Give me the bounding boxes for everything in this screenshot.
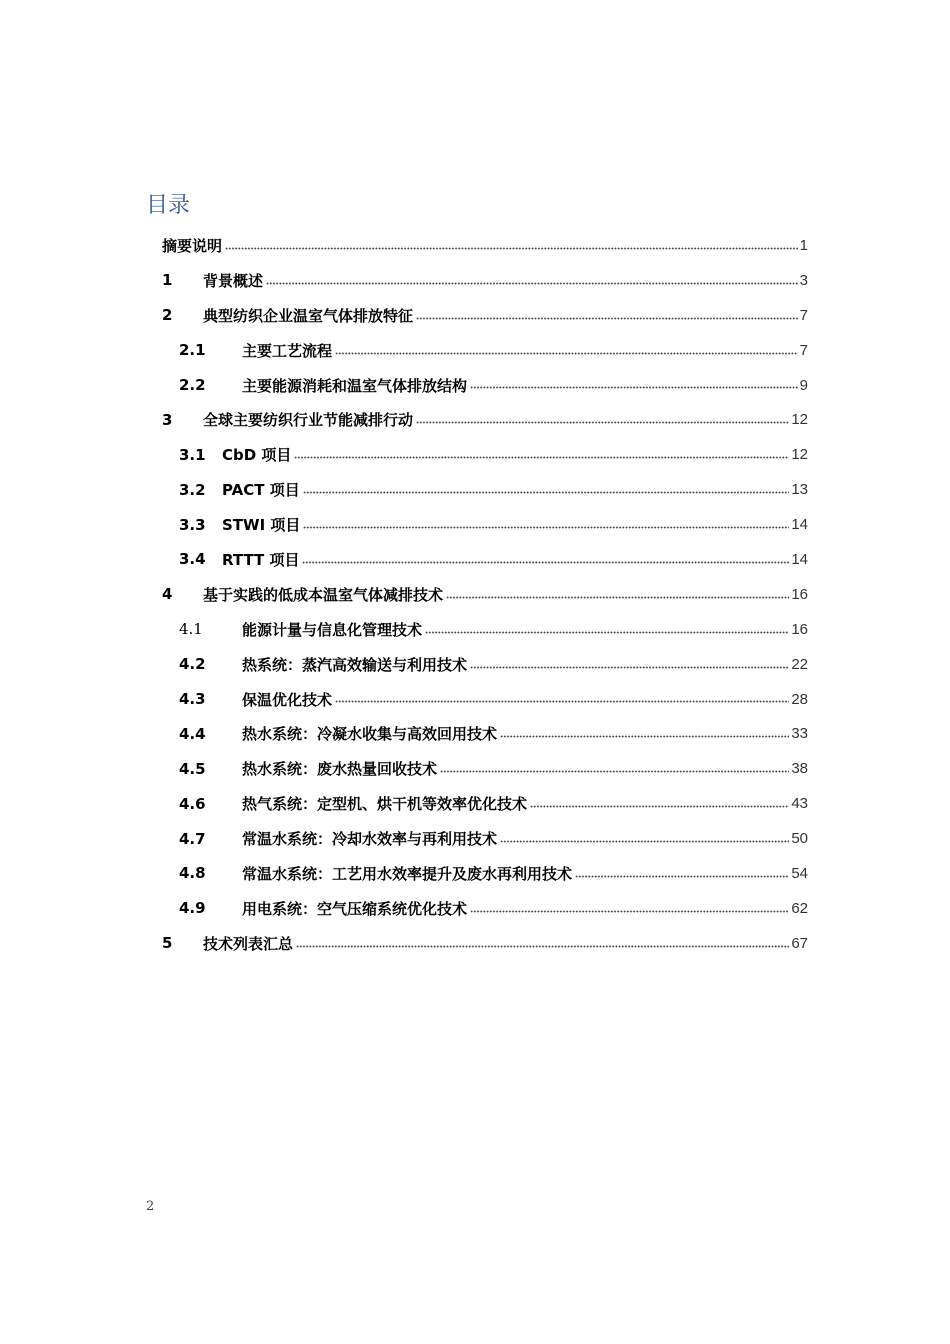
toc-entry[interactable] xyxy=(162,542,808,577)
toc-entry[interactable] xyxy=(162,402,808,437)
toc-entry-title: 热水系统：冷凝水收集与高效回用技术 xyxy=(242,725,498,744)
toc-entry[interactable] xyxy=(162,647,808,682)
toc-entry-title: STWI 项目 xyxy=(222,516,301,535)
dot-leader xyxy=(335,348,798,358)
toc-entry-number: 1 xyxy=(162,271,173,290)
dot-leader xyxy=(440,767,789,777)
toc-entry-page: 3 xyxy=(799,271,808,289)
toc-entry-title: 热系统：蒸汽高效输送与利用技术 xyxy=(242,655,468,674)
toc-entry[interactable] xyxy=(162,926,808,961)
toc-entry-page: 9 xyxy=(799,376,808,394)
toc-entry[interactable] xyxy=(162,786,808,821)
toc-entry-page: 50 xyxy=(791,830,808,848)
toc-entry[interactable] xyxy=(162,368,808,403)
dot-leader xyxy=(416,313,798,323)
toc-entry-page: 28 xyxy=(791,690,808,708)
toc-entry-number: 3.1 xyxy=(179,445,206,464)
toc-entry-title: 常温水系统：工艺用水效率提升及废水再利用技术 xyxy=(242,864,573,883)
toc-entry-page: 54 xyxy=(791,864,808,882)
toc-entry-number: 4.9 xyxy=(179,899,206,918)
toc-entry-page: 12 xyxy=(791,446,808,464)
toc-entry-number: 4.5 xyxy=(179,759,206,778)
toc-entry[interactable] xyxy=(162,263,808,298)
toc-entry-number: 3.4 xyxy=(179,550,206,569)
toc-entry-page: 14 xyxy=(791,516,808,534)
toc-entry-title: CbD 项目 xyxy=(222,446,292,465)
toc-entry-page: 1 xyxy=(799,236,808,254)
toc-entry-number: 5 xyxy=(162,934,173,953)
toc-entry-title: 摘要说明 xyxy=(162,236,223,255)
toc-entry-title: 常温水系统：冷却水效率与再利用技术 xyxy=(242,830,498,849)
dot-leader xyxy=(266,278,798,288)
toc-entry[interactable] xyxy=(162,437,808,472)
toc-entry-page: 12 xyxy=(791,411,808,429)
dot-leader xyxy=(425,627,789,637)
toc-entry-title: 技术列表汇总 xyxy=(203,934,294,953)
toc-entry-number: 2.2 xyxy=(179,376,206,394)
toc-entry[interactable] xyxy=(162,891,808,926)
toc-entry-title: 背景概述 xyxy=(203,271,264,290)
dot-leader xyxy=(470,662,789,672)
toc-entry-page: 43 xyxy=(791,795,808,813)
dot-leader xyxy=(303,523,789,533)
toc-entry-title: 典型纺织企业温室气体排放特征 xyxy=(203,306,414,325)
toc-heading: 目录 xyxy=(146,193,191,218)
toc-entry[interactable] xyxy=(162,716,808,751)
toc-entry-page: 22 xyxy=(791,655,808,673)
dot-leader xyxy=(446,592,789,602)
toc-entry[interactable] xyxy=(162,682,808,717)
dot-leader xyxy=(416,418,789,428)
toc-entry-number: 4 xyxy=(162,585,173,604)
page-number: 2 xyxy=(146,1199,155,1214)
dot-leader xyxy=(530,802,789,812)
toc-entry-number: 3.2 xyxy=(179,480,206,499)
toc-entry-page: 16 xyxy=(791,620,808,638)
toc-entry[interactable] xyxy=(162,298,808,333)
toc-entry-number: 4.3 xyxy=(179,690,206,709)
dot-leader xyxy=(303,488,790,498)
toc-entry-page: 14 xyxy=(791,550,808,568)
dot-leader xyxy=(500,837,789,847)
toc-entry-number: 3.3 xyxy=(179,515,206,534)
table-of-contents xyxy=(162,228,808,961)
toc-entry-page: 7 xyxy=(799,341,808,359)
toc-entry-page: 33 xyxy=(791,725,808,743)
toc-entry[interactable] xyxy=(162,612,808,647)
dot-leader xyxy=(296,941,789,951)
toc-entry-number: 4.2 xyxy=(179,655,206,674)
toc-entry-title: 全球主要纺织行业节能减排行动 xyxy=(203,411,414,430)
toc-entry[interactable] xyxy=(162,856,808,891)
toc-entry-page: 38 xyxy=(791,760,808,778)
toc-entry-title: 主要能源消耗和温室气体排放结构 xyxy=(242,376,468,395)
toc-entry-title: PACT 项目 xyxy=(222,481,300,500)
toc-entry-page: 67 xyxy=(791,934,808,952)
toc-entry-number: 4.6 xyxy=(179,794,206,813)
toc-entry-page: 16 xyxy=(791,585,808,603)
toc-entry-number: 2.1 xyxy=(179,341,206,360)
toc-entry[interactable] xyxy=(162,472,808,507)
dot-leader xyxy=(225,243,798,253)
toc-entry[interactable] xyxy=(162,751,808,786)
dot-leader xyxy=(500,732,789,742)
dot-leader xyxy=(302,557,789,567)
toc-entry-page: 13 xyxy=(791,481,808,499)
toc-entry[interactable] xyxy=(162,228,808,263)
toc-entry-number: 4.4 xyxy=(179,724,206,743)
toc-entry-number: 4.7 xyxy=(179,829,206,848)
toc-entry-title: 热水系统：废水热量回收技术 xyxy=(242,760,438,779)
toc-entry[interactable] xyxy=(162,577,808,612)
toc-entry-number: 4.8 xyxy=(179,864,206,883)
toc-entry[interactable] xyxy=(162,821,808,856)
dot-leader xyxy=(470,383,798,393)
dot-leader xyxy=(294,453,789,463)
toc-entry-title: 用电系统：空气压缩系统优化技术 xyxy=(242,899,468,918)
toc-entry[interactable] xyxy=(162,507,808,542)
dot-leader xyxy=(470,906,789,916)
toc-entry-title: 主要工艺流程 xyxy=(242,341,333,360)
toc-entry-title: 保温优化技术 xyxy=(242,690,333,709)
toc-entry-title: RTTT 项目 xyxy=(222,550,300,569)
toc-entry-number: 2 xyxy=(162,306,173,325)
toc-entry-number: 4.1 xyxy=(179,620,203,639)
toc-entry-number: 3 xyxy=(162,410,173,429)
toc-entry-page: 62 xyxy=(791,899,808,917)
toc-entry[interactable] xyxy=(162,333,808,368)
toc-entry-title: 热气系统：定型机、烘干机等效率优化技术 xyxy=(242,795,528,814)
toc-entry-title: 基于实践的低成本温室气体减排技术 xyxy=(203,585,444,604)
dot-leader xyxy=(335,697,789,707)
toc-entry-page: 7 xyxy=(799,306,808,324)
toc-entry-title: 能源计量与信息化管理技术 xyxy=(242,620,423,639)
dot-leader xyxy=(575,871,789,881)
